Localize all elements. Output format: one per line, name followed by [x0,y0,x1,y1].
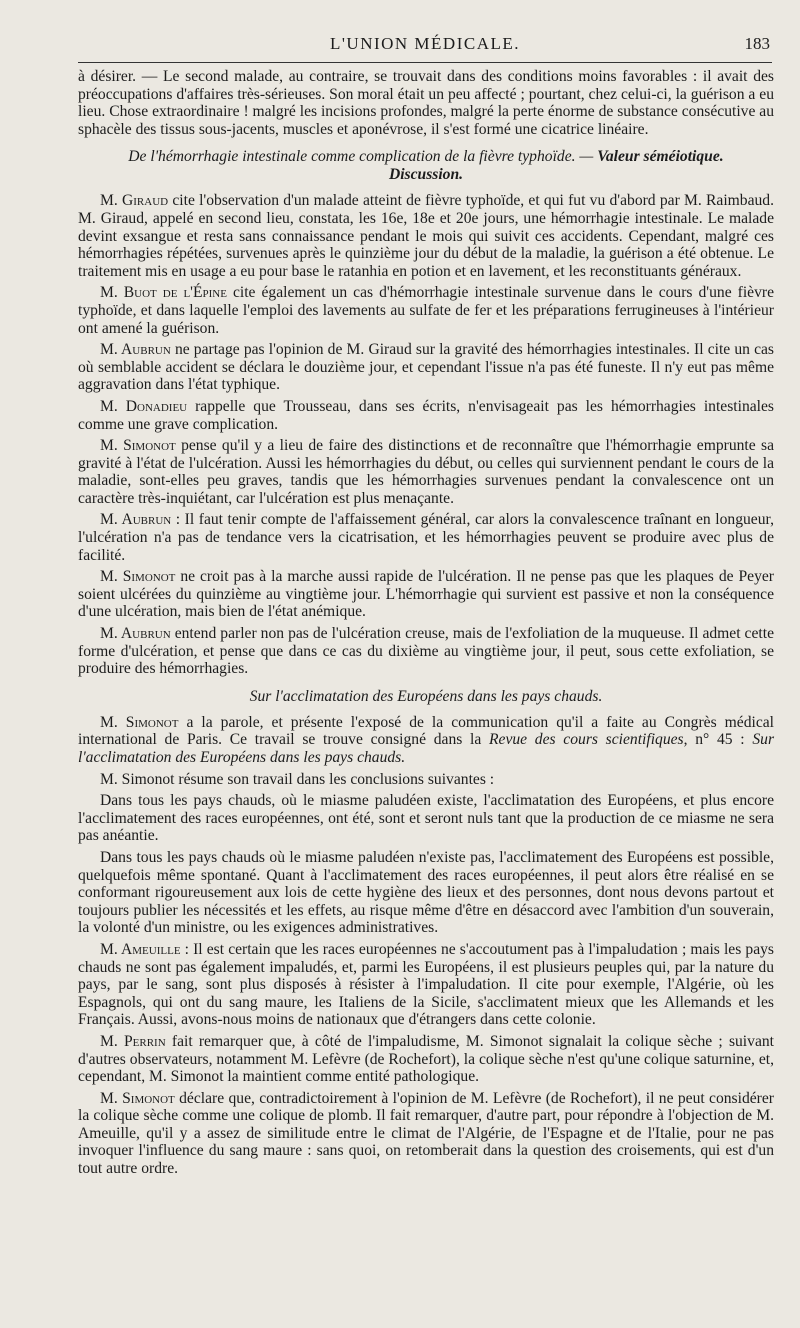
section-heading-discussion: Discussion. [388,166,464,184]
paragraph-text: Dans tous les pays chauds où le miasme paludéen n'existe pas, l'acclimatement des Européens est possible, quelquefois même spontané. Quant à l'acclimatement des races européennes, il peut alors être réalisé en se conformant rigoureusement aux lois de cette hygiène des lieux et des personnes, dont nous devons partout et toujours publier les nécessités et les effets, au risque même d'être en désaccord avec l'ambition d'un souverain, la volonté d'un ministre, ou les exigences administratives. [78,848,774,937]
speaker-name: M. Aubrun [100,511,172,529]
speaker-name: M. Simonot [100,437,176,455]
paragraph-text: cite l'observation d'un malade atteint de fièvre typhoïde, et qui fut vu d'abord par M. Raimbaud. M. Giraud, appelé en second lieu, constata, les 16e, 18e et 20e jours, une hémorrhagie intestinale. Le malade devint exsangue et resta sans connaissance pendant le mois qui suivit ces accidents. Cependant, malgré ces hémorrhagies répétées, survenues après le quinzième jour du début de la maladie, la guérison a été obtenue. Le traitement mis en usage a eu pour base le ratanhia en potion et en lavement, et les reconstituants généraux. [78,192,774,280]
paragraph-text: M. Simonot résume son travail dans les conclusions suivantes : [100,770,495,788]
paragraph [78,341,774,394]
section-heading-subtitle: Valeur séméiotique. [597,148,724,166]
paragraph-text: à désirer. — Le second malade, au contraire, se trouvait dans des conditions moins favorables : il avait des préoccupations d'affaires très-sérieuses. Son moral était un peu affecté ; pourtant, chez celui-ci, la guérison a eu lieu. Chose extraordinaire ! malgré les incisions profondes, malgré la perte énorme de substance consécutive au sphacèle des tissus sous-jacents, muscles et aponévrose, il s'est formé une cicatrice linéaire. [78,68,774,138]
section-heading-text: Sur l'acclimatation des Européens dans les pays chauds. [249,687,603,705]
paragraph-text: : Il est certain que les races européennes ne s'accoutument pas à l'impaludation ; mais les pays chauds ne sont pas également impaludés, et, parmi les Européens, il est plusieurs peuples qui, par la nature du pays, par le sang, sont plus disposés à résister à l'impaludation. Il cite pour exemple, l'Algérie, où les Espagnols, qui ont du sang maure, les Italiens de la Sicile, s'acclimatent mieux que les Allemands et les Français. Aussi, avons-nous moins de nationaux que d'étrangers dans cette colonie. [78,940,774,1029]
paragraph [78,849,774,937]
speaker-name: M. Aubrun [100,625,171,643]
paragraph-text: : Il faut tenir compte de l'affaissement général, car alors la convalescence traînant en longueur, l'ulcération n'a pas de tendance vers la cicatrisation, et les hémorrhagies peuvent se produire avec plus de facilité. [78,511,774,564]
paragraph-text: , n° 45 : [683,731,753,749]
paragraph-text: entend parler non pas de l'ulcération creuse, mais de l'exfoliation de la muqueuse. Il admet cette forme d'ulcération, et pense que dans ce cas du dixième au vingtième jour, il peut, sous cette exfoliation, se produire des hémorrhagies. [78,625,774,678]
page-body [78,68,774,1182]
speaker-name: M. Perrin [100,1032,166,1050]
paragraph-text: Dans tous les pays chauds, où le miasme paludéen existe, l'acclimatation des Européens, et plus encore l'acclimatement des races européennes, ont été, sont et seront nuls tant que la production de ce miasme ne sera pas anéantie. [78,792,774,845]
paragraph [78,625,774,678]
paragraph-text: fait remarquer que, à côté de l'impaludisme, M. Simonot signalait la colique sèche ; suivant d'autres observateurs, notamment M. Lefèvre (de Rochefort), la colique sèche n'est qu'une colique saturnine, et, cependant, M. Simonot la maintient comme entité pathologique. [78,1032,774,1086]
paragraph [78,771,774,789]
paragraph [78,511,774,564]
section-heading [78,148,774,184]
speaker-name: M. Giraud [100,192,169,210]
paragraph [78,714,774,767]
paragraph-text: rappelle que Trousseau, dans ses écrits, n'envisageait pas les hémorrhagies intestinales comme une grave complication. [78,397,774,433]
header-rule [78,62,772,63]
speaker-name: M. Buot de l'Épine [100,284,227,302]
speaker-name: M. Simonot [100,713,179,731]
paragraph-text: cite également un cas d'hémorrhagie intestinale survenue dans le cours d'une fièvre typhoïde, et dans laquelle l'emploi des lavements au sulfate de fer et les préparations ferrugineuses à l'intérieur ont amené la guérison. [78,284,774,337]
paragraph-text: déclare que, contradictoirement à l'opinion de M. Lefèvre (de Rochefort), il ne peut considérer la colique sèche comme une colique de plomb. Il fait remarquer, d'autre part, pour répondre à l'objection de M. Ameuille, qu'il y a assez de similitude entre le climat de l'Algérie, de l'Espagne et de l'Italie, pour ne pas invoquer l'influence du sang maure : sans quoi, on retomberait dans la question des croisements, qui est d'un tout autre ordre. [78,1089,774,1178]
paragraph [78,192,774,280]
journal-title: Revue des cours scientifiques [489,731,684,749]
paragraph-text: ne partage pas l'opinion de M. Giraud sur la gravité des hémorrhagies intestinales. Il cite un cas où semblable accident se déclara le douzième jour, et cependant l'issue n'a pas été funeste. Il n'y eut pas même aggravation dans l'état typhique. [78,341,774,394]
paragraph [78,68,774,138]
speaker-name: M. Simonot [100,1089,175,1107]
article-title: Sur l'acclimatation des Européens dans les pays chauds. [78,731,775,766]
paragraph-text: ne croit pas à la marche aussi rapide de l'ulcération. Il ne pense pas que les plaques de Peyer soient ulcérées du quinzième au vingtième jour. L'hémorrhagie qui survient est passive et non la conséquence d'une ulcération, mais bien de l'état anémique. [78,568,774,621]
page-header [80,30,770,58]
paragraph-text: a la parole, et présente l'exposé de la communication qu'il a faite au Congrès médical international de Paris. Ce travail se trouve consigné dans la [78,713,774,749]
paragraph-text: pense qu'il y a lieu de faire des distinctions et de reconnaître que l'hémorrhagie emprunte sa gravité à l'état de l'ulcération. Aussi les hémorrhagies du début, ou celles qui surviennent pendant le cours de la maladie, sont-elles peu graves, tandis que les hémorrhagies survenues pendant la convalescence ont un caractère très-inquiétant, car l'ulcération est plus menaçante. [78,437,774,507]
paragraph [78,284,774,337]
paragraph [78,568,774,621]
speaker-name: M. Ameuille [100,940,181,958]
paragraph [78,437,774,507]
paragraph [78,1090,774,1178]
section-heading [78,688,774,706]
paragraph [78,792,774,845]
speaker-name: M. Aubrun [100,341,171,359]
paragraph [78,941,774,1029]
speaker-name: M. Donadieu [100,397,188,415]
paragraph [78,1033,774,1086]
paragraph [78,398,774,433]
running-title: L'UNION MÉDICALE. [329,34,521,53]
speaker-name: M. Simonot [100,568,176,586]
page-number: 183 [744,34,770,53]
section-heading-text: De l'hémorrhagie intestinale comme complication de la fièvre typhoïde. — [128,148,598,166]
